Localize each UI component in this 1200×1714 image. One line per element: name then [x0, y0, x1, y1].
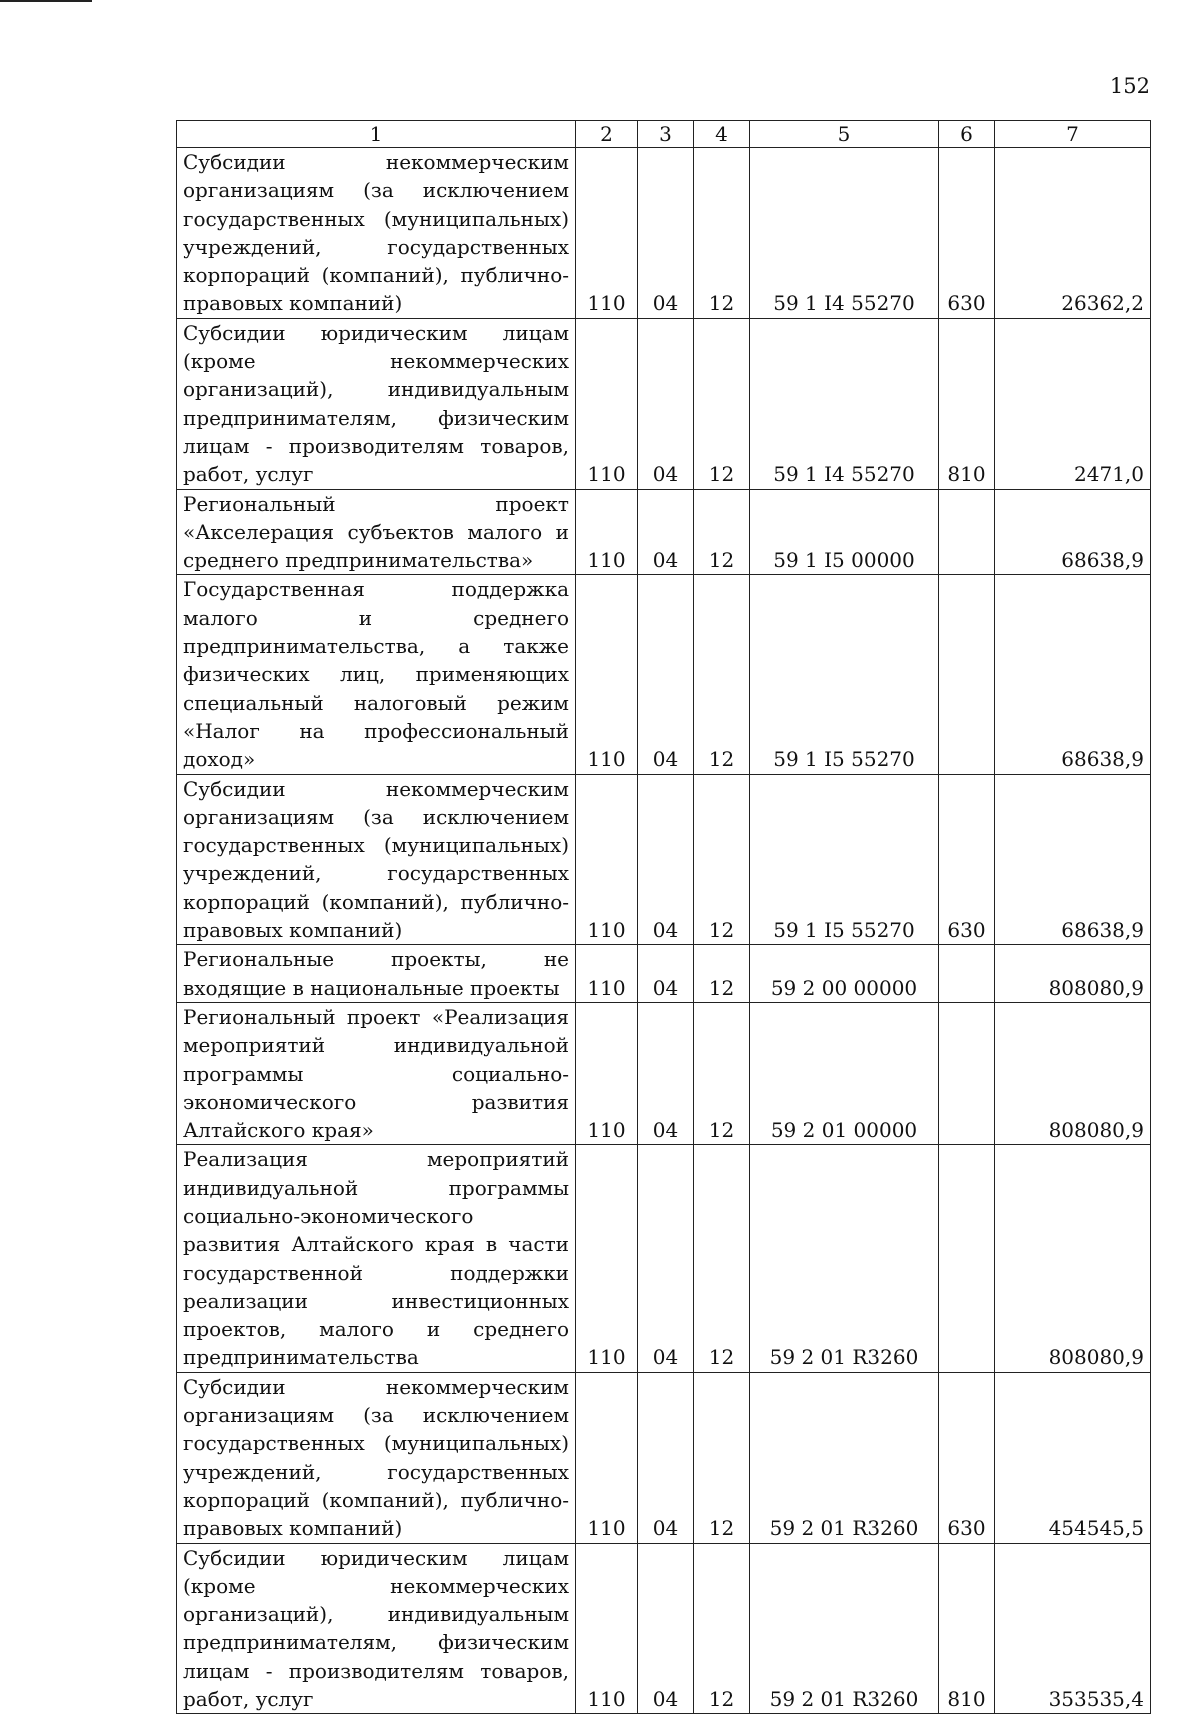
- row-name: Субсидии юридическим лицам (кроме некоммерческих организаций), индивидуальным предпринимателям, физическим лицам - производителям товаров, работ, услуг: [177, 1543, 576, 1714]
- header-row: [177, 121, 1151, 148]
- row-col-6: 810: [939, 318, 995, 489]
- table-row: [177, 148, 1151, 319]
- row-col-5: 59 1 I4 55270: [750, 318, 939, 489]
- row-col-3: 04: [638, 1372, 694, 1543]
- row-col-5: 59 1 I4 55270: [750, 148, 939, 319]
- header-col-6: 6: [939, 121, 995, 148]
- header-col-5: 5: [750, 121, 939, 148]
- row-col-4: 12: [694, 1002, 750, 1144]
- row-col-7: 454545,5: [995, 1372, 1151, 1543]
- row-col-4: 12: [694, 1372, 750, 1543]
- row-name: Субсидии некоммерческим организациям (за исключением государственных (муниципальных) учреждений, государственных корпораций (компаний), публично-правовых компаний): [177, 148, 576, 319]
- header-col-1: 1: [177, 121, 576, 148]
- table-row: [177, 1002, 1151, 1144]
- table-body: [177, 148, 1151, 1714]
- table-row: [177, 945, 1151, 1003]
- header-col-3: 3: [638, 121, 694, 148]
- row-col-3: 04: [638, 148, 694, 319]
- row-col-4: 12: [694, 148, 750, 319]
- row-col-5: 59 2 01 R3260: [750, 1543, 939, 1714]
- row-col-7: 808080,9: [995, 945, 1151, 1003]
- row-col-4: 12: [694, 318, 750, 489]
- row-col-7: 68638,9: [995, 575, 1151, 774]
- row-col-5: 59 1 I5 55270: [750, 575, 939, 774]
- row-col-3: 04: [638, 1002, 694, 1144]
- row-col-3: 04: [638, 1543, 694, 1714]
- row-col-2: 110: [576, 945, 638, 1003]
- row-name: Региональные проекты, не входящие в национальные проекты: [177, 945, 576, 1003]
- table-row: [177, 1145, 1151, 1372]
- row-col-5: 59 2 01 00000: [750, 1002, 939, 1144]
- row-col-6: 810: [939, 1543, 995, 1714]
- row-col-3: 04: [638, 489, 694, 575]
- row-col-6: 630: [939, 774, 995, 945]
- row-name: Региональный проект «Акселерация субъектов малого и среднего предпринимательства»: [177, 489, 576, 575]
- row-col-7: 353535,4: [995, 1543, 1151, 1714]
- row-col-6: [939, 575, 995, 774]
- row-col-7: 808080,9: [995, 1002, 1151, 1144]
- row-col-5: 59 2 00 00000: [750, 945, 939, 1003]
- row-col-5: 59 1 I5 55270: [750, 774, 939, 945]
- table-row: [177, 575, 1151, 774]
- row-col-4: 12: [694, 1543, 750, 1714]
- row-col-2: 110: [576, 1372, 638, 1543]
- row-col-2: 110: [576, 1002, 638, 1144]
- row-col-7: 2471,0: [995, 318, 1151, 489]
- row-name: Региональный проект «Реализация мероприятий индивидуальной программы социально-экономического развития Алтайского края»: [177, 1002, 576, 1144]
- row-col-6: [939, 1002, 995, 1144]
- row-col-2: 110: [576, 575, 638, 774]
- scan-edge-mark: [0, 0, 92, 2]
- row-col-4: 12: [694, 1145, 750, 1372]
- row-col-3: 04: [638, 575, 694, 774]
- row-col-7: 808080,9: [995, 1145, 1151, 1372]
- table-row: [177, 318, 1151, 489]
- row-col-2: 110: [576, 148, 638, 319]
- row-col-2: 110: [576, 1543, 638, 1714]
- row-name: Государственная поддержка малого и среднего предпринимательства, а также физических лиц, применяющих специальный налоговый режим «Налог на профессиональный доход»: [177, 575, 576, 774]
- row-col-3: 04: [638, 774, 694, 945]
- row-name: Субсидии некоммерческим организациям (за исключением государственных (муниципальных) учреждений, государственных корпораций (компаний), публично-правовых компаний): [177, 1372, 576, 1543]
- row-col-7: 26362,2: [995, 148, 1151, 319]
- row-col-3: 04: [638, 945, 694, 1003]
- row-col-6: 630: [939, 1372, 995, 1543]
- table-row: [177, 1372, 1151, 1543]
- row-name: Субсидии юридическим лицам (кроме некоммерческих организаций), индивидуальным предпринимателям, физическим лицам - производителям товаров, работ, услуг: [177, 318, 576, 489]
- table-row: [177, 489, 1151, 575]
- row-name: Субсидии некоммерческим организациям (за исключением государственных (муниципальных) учреждений, государственных корпораций (компаний), публично-правовых компаний): [177, 774, 576, 945]
- row-col-5: 59 1 I5 00000: [750, 489, 939, 575]
- row-col-2: 110: [576, 489, 638, 575]
- row-col-4: 12: [694, 489, 750, 575]
- row-col-5: 59 2 01 R3260: [750, 1372, 939, 1543]
- table-row: [177, 1543, 1151, 1714]
- row-col-2: 110: [576, 1145, 638, 1372]
- row-col-6: [939, 1145, 995, 1372]
- row-col-7: 68638,9: [995, 774, 1151, 945]
- header-col-4: 4: [694, 121, 750, 148]
- row-col-6: [939, 489, 995, 575]
- header-col-7: 7: [995, 121, 1151, 148]
- row-col-4: 12: [694, 945, 750, 1003]
- row-col-3: 04: [638, 1145, 694, 1372]
- budget-table: [176, 120, 1151, 1714]
- row-col-2: 110: [576, 318, 638, 489]
- row-col-6: [939, 945, 995, 1003]
- page-number: 152: [1109, 74, 1150, 98]
- row-col-6: 630: [939, 148, 995, 319]
- row-col-2: 110: [576, 774, 638, 945]
- row-col-7: 68638,9: [995, 489, 1151, 575]
- table-row: [177, 774, 1151, 945]
- row-col-5: 59 2 01 R3260: [750, 1145, 939, 1372]
- row-col-4: 12: [694, 774, 750, 945]
- row-col-4: 12: [694, 575, 750, 774]
- row-col-3: 04: [638, 318, 694, 489]
- header-col-2: 2: [576, 121, 638, 148]
- row-name: Реализация мероприятий индивидуальной программы социально-экономического развития Алтайского края в части государственной поддержки реализации инвестиционных проектов, малого и среднего предпринимательства: [177, 1145, 576, 1372]
